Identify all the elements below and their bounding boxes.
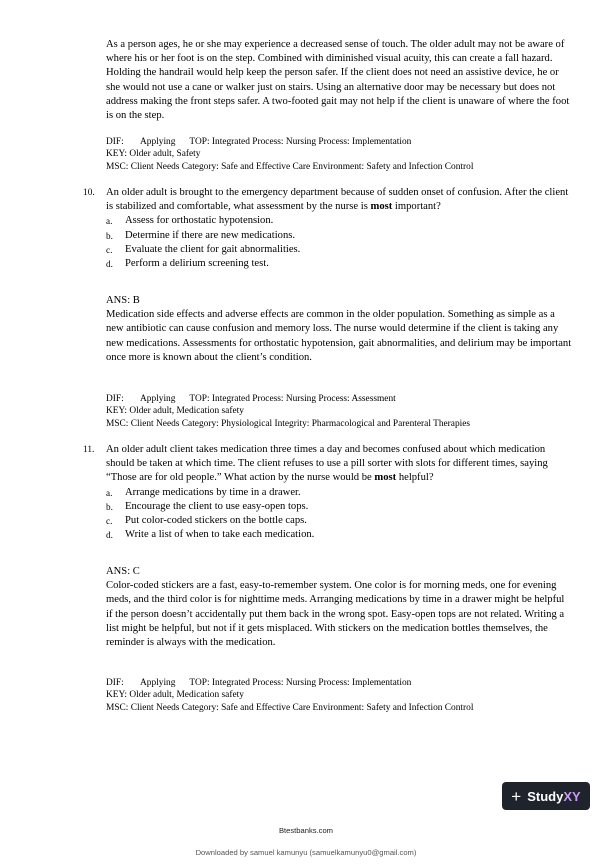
answer-label: ANS: C [106, 566, 140, 577]
question-10 [106, 186, 572, 271]
key-line: KEY: Older adult, Medication safety [106, 690, 244, 701]
option-c: c. Evaluate the client for gait abnormalities. [106, 243, 301, 255]
key-line: KEY: Older adult, Medication safety [106, 406, 244, 417]
intro-meta [106, 136, 572, 173]
question-number: 10. [83, 188, 95, 198]
option-c: c. Put color-coded stickers on the bottle caps. [106, 515, 307, 527]
option-b: b. Determine if there are new medications. [106, 229, 296, 241]
meta-11 [106, 677, 572, 714]
dif-label: DIF: [106, 137, 124, 147]
dif-value: Applying [140, 394, 176, 404]
top-line: TOP: Integrated Process: Nursing Process: Implementation [189, 137, 412, 147]
question-number: 11. [83, 445, 95, 455]
question-11 [106, 443, 572, 542]
top-line: TOP: Integrated Process: Nursing Process: Implementation [189, 678, 412, 688]
plus-icon: + [511, 786, 522, 806]
meta-10 [106, 393, 572, 430]
intro-paragraph: As a person ages, he or she may experience a decreased sense of touch. The older adult may not be aware of where his or her foot is on the step. Combined with diminished visual acuity, this can create a fall hazard. Holding the handrail would help keep the person safer. If the client does not need an assistive device, he or she would not use a cane or walker just on stairs. Using an alternative door may be necessary but does not address making the front steps safer. A two-footed gait may not help if the client is unaware of where the foot is on the step. [106, 39, 570, 122]
option-a: a. Arrange medications by time in a drawer. [106, 486, 301, 498]
dif-label: DIF: [106, 678, 124, 688]
footer-site: Btestbanks.com [278, 826, 334, 835]
msc-line: MSC: Client Needs Category: Safe and Effective Care Environment: Safety and Infection Control [106, 702, 474, 713]
intro-section [106, 38, 572, 123]
option-d: d. Perform a delirium screening test. [106, 258, 269, 270]
option-a: a. Assess for orthostatic hypotension. [106, 215, 274, 227]
dif-label: DIF: [106, 394, 124, 404]
footer-download-note: Downloaded by samuel kamunyu (samuelkamunyu0@gmail.com) [195, 848, 417, 857]
question-stem: An older adult is brought to the emergency department because of sudden onset of confusion. After the client is stabilized and comfortable, what assessment by the nurse is most important? [106, 187, 569, 213]
answer-label: ANS: B [106, 295, 140, 306]
studyxy-badge[interactable] [502, 782, 590, 810]
option-b: b. Encourage the client to use easy-open tops. [106, 500, 309, 512]
msc-line: MSC: Client Needs Category: Safe and Effective Care Environment: Safety and Infection Control [106, 161, 474, 172]
dif-value: Applying [140, 678, 176, 688]
top-line: TOP: Integrated Process: Nursing Process: Assessment [189, 394, 396, 404]
key-line: KEY: Older adult, Safety [106, 149, 201, 160]
msc-line: MSC: Client Needs Category: Physiological Integrity: Pharmacological and Parenteral Therapies [106, 418, 471, 429]
badge-text: Study [527, 788, 564, 804]
dif-value: Applying [140, 137, 176, 147]
rationale: Medication side effects and adverse effects are common in the older population. Something as simple as a new antibiotic can cause confusion and memory loss. The nurse would determine if the client is taking any new medications. Assessments for orthostatic hypotension, gait abnormalities, and delirium may be important once more is known about the client’s condition. [106, 309, 572, 363]
question-stem: An older adult client takes medication three times a day and becomes confused about which medication should be taken at which time. The client refuses to use a pill sorter with slots for different times, saying “Those are for old people.” What action by the nurse would be most helpful? [106, 444, 548, 484]
option-d: d. Write a list of when to take each medication. [106, 529, 315, 541]
rationale: Color-coded stickers are a fast, easy-to-remember system. One color is for morning meds, one for evening meds, and the third color is for nighttime meds. Arranging medications by time in a drawer might be helpful if the person doesn’t accidentally put them back in the wrong spot. Easy-open tops are not related. Writing a list might be helpful, but not if it gets misplaced. With stickers on the medication bottles themselves, the reminder is always with the medication. [106, 580, 565, 649]
answer-10 [106, 294, 572, 365]
badge-accent: XY [563, 788, 581, 804]
answer-11 [106, 565, 572, 650]
